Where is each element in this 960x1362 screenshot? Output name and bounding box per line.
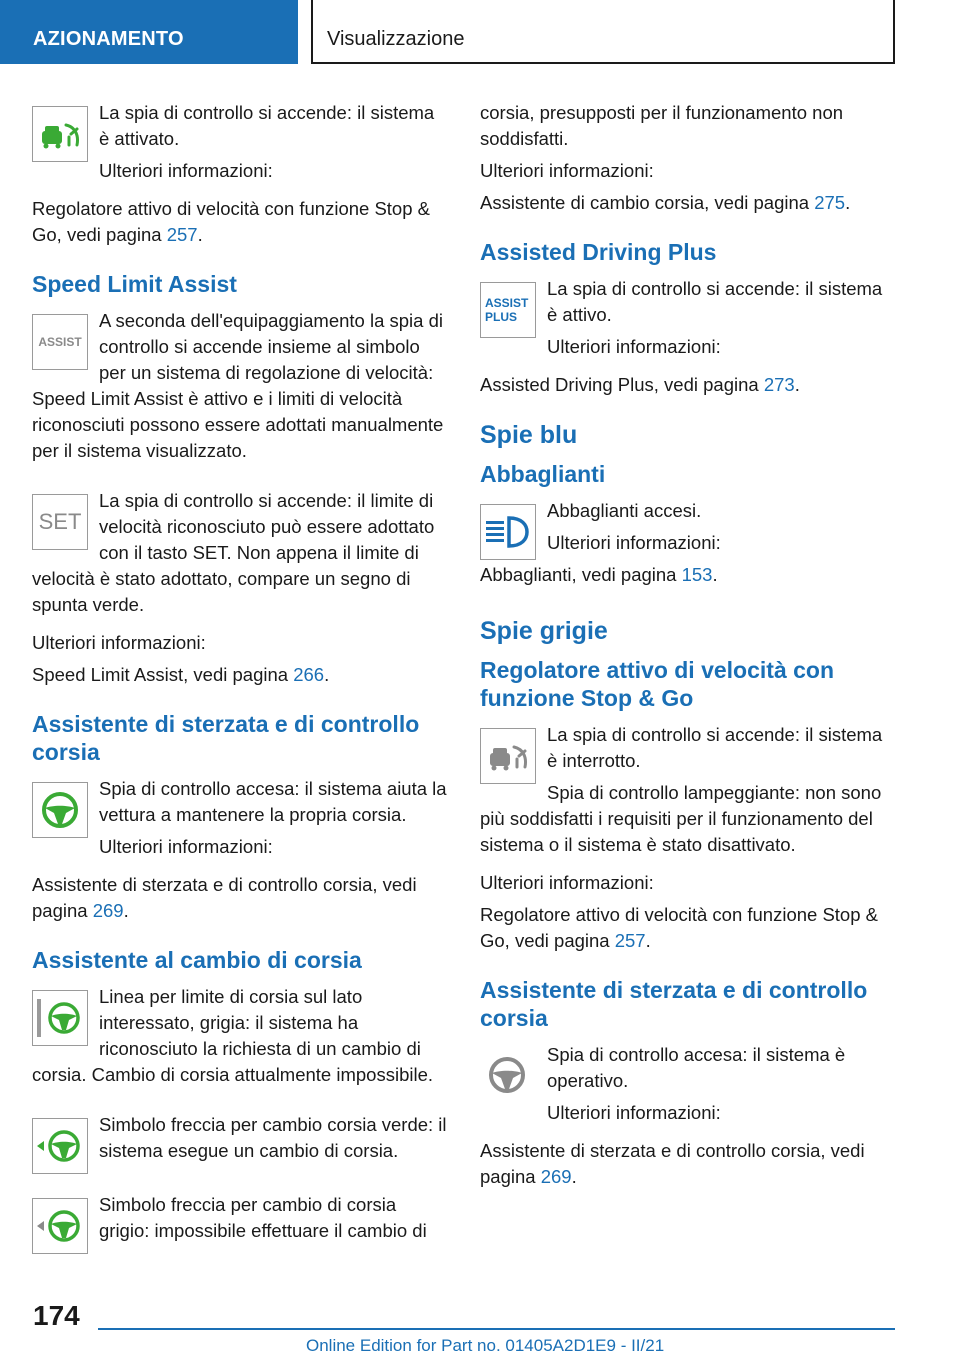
steering-wheel-green-icon xyxy=(32,782,88,838)
lane-entry-3 xyxy=(32,1192,447,1254)
set-reference: Speed Limit Assist, vedi pagina 266. xyxy=(32,664,330,685)
steer-reference-left: Assistente di sterzata e di controllo corsia, vedi pagina 269. xyxy=(32,874,417,921)
assist-plus-icon xyxy=(480,282,536,338)
lane-heading: Assistente al cambio di corsia xyxy=(32,947,362,973)
high-beam-more: Ulteriori informazioni: xyxy=(547,532,721,553)
blue-lights-heading: Spie blu xyxy=(480,421,578,449)
steer-entry-right xyxy=(480,1042,895,1132)
lane-entry-1 xyxy=(32,984,447,1094)
adp-ref-text: Assisted Driving Plus, vedi pagina xyxy=(480,374,764,395)
lane-arrow-green-icon xyxy=(32,1118,88,1174)
adp-reference: Assisted Driving Plus, vedi pagina 273. xyxy=(480,374,800,395)
sla-entry xyxy=(32,308,447,470)
steer-page-link-right[interactable]: 269 xyxy=(540,1166,572,1187)
steering-wheel-grey-icon xyxy=(480,1048,536,1104)
acc-reference: Regolatore attivo di velocità con funzione Stop & Go, vedi pagina 257. xyxy=(32,198,430,245)
left-column xyxy=(32,100,447,1260)
acc-grey-more: Ulteriori informazioni: xyxy=(480,872,654,893)
lane-cont-more: Ulteriori informazioni: xyxy=(480,160,654,181)
lane-cont-text: corsia, presupposti per il funzionamento non soddisfatti. xyxy=(480,102,844,149)
acc-grey-text-2: Spia di controllo lampeggiante: non sono più soddisfatti i requisiti per il funzionamento del sistema o il sistema è stato disattivato. xyxy=(480,782,882,855)
steer-heading-left: Assistente di sterzata e di controllo corsia xyxy=(32,711,420,765)
sla-text: A seconda dell'equipaggiamento la spia di controllo si accende insieme al simbolo per un sistema di regolazione di velocità: Speed Limit Assist è attivo e i limiti di velocità riconosciuti possono essere adottati manualmente per il sistema visualizzato. xyxy=(32,310,444,461)
acc-green-icon xyxy=(32,106,88,162)
high-beam-heading: Abbaglianti xyxy=(480,461,606,487)
steer-heading-right: Assistente di sterzata e di controllo corsia xyxy=(480,977,868,1031)
lane-cont-page-link[interactable]: 275 xyxy=(814,192,846,213)
acc-grey-text: La spia di controllo si accende: il sistema è interrotto. xyxy=(547,724,883,771)
steer-ref-text-left: Assistente di sterzata e di controllo corsia, vedi pagina xyxy=(32,874,417,921)
lane-entry-2 xyxy=(32,1112,447,1174)
steer-ref-text-right: Assistente di sterzata e di controllo corsia, vedi pagina xyxy=(480,1140,865,1187)
lane-text-3: Simbolo freccia per cambio di corsia grigio: impossibile effettuare il cambio di xyxy=(99,1194,427,1241)
assist-plus-icon-label xyxy=(481,283,535,337)
high-beam-text: Abbaglianti accesi. xyxy=(547,500,702,521)
set-page-link[interactable]: 266 xyxy=(293,664,325,685)
high-beam-page-link[interactable]: 153 xyxy=(681,564,713,585)
assist-icon-label: ASSIST xyxy=(38,335,82,349)
set-ref-text: Speed Limit Assist, vedi pagina xyxy=(32,664,294,685)
acc-heading-right: Regolatore attivo di velocità con funzione Stop & Go xyxy=(480,657,835,711)
chapter-box xyxy=(311,0,895,64)
assist-icon xyxy=(32,314,88,370)
acc-more-label: Ulteriori informazioni: xyxy=(99,160,273,181)
acc-grey-ref-text: Regolatore attivo di velocità con funzione Stop & Go, vedi pagina xyxy=(480,904,878,951)
high-beam-icon xyxy=(480,504,536,560)
lane-cont-ref-text: Assistente di cambio corsia, vedi pagina xyxy=(480,192,815,213)
acc-grey-page-link[interactable]: 257 xyxy=(614,930,646,951)
set-icon-label: SET xyxy=(38,509,82,534)
section-title: AZIONAMENTO xyxy=(33,28,184,50)
steer-text-left: Spia di controllo accesa: il sistema aiuta la vettura a mantenere la propria corsia. xyxy=(99,778,447,825)
edition-label: Online Edition for Part no. 01405A2D1E9 - II/21 xyxy=(306,1336,665,1355)
lane-cont-reference: Assistente di cambio corsia, vedi pagina 275. xyxy=(480,192,851,213)
high-beam-reference: Abbaglianti, vedi pagina 153. xyxy=(480,564,718,585)
adp-heading: Assisted Driving Plus xyxy=(480,239,717,265)
acc-ref-text: Regolatore attivo di velocità con funzione Stop & Go, vedi pagina xyxy=(32,198,430,245)
set-icon xyxy=(32,494,88,550)
assist-plus-line-2: PLUS xyxy=(485,310,518,324)
set-more-label: Ulteriori informazioni: xyxy=(32,632,206,653)
high-beam-ref-text: Abbaglianti, vedi pagina xyxy=(480,564,682,585)
assist-plus-line-1: ASSIST xyxy=(485,296,529,310)
steer-entry-left xyxy=(32,776,447,866)
acc-page-link[interactable]: 257 xyxy=(166,224,198,245)
page-number: 174 xyxy=(33,1300,80,1331)
set-text: La spia di controllo si accende: il limite di velocità riconosciuto può essere adottato con il tasto SET. Non appena il limite di velocità è stato adottato, compare un segno di spunta verde. xyxy=(32,490,435,615)
adp-entry xyxy=(480,276,895,366)
grey-lights-heading: Spie grigie xyxy=(480,617,608,645)
steer-page-link-left[interactable]: 269 xyxy=(92,900,124,921)
adp-page-link[interactable]: 273 xyxy=(763,374,795,395)
steer-more-right: Ulteriori informazioni: xyxy=(547,1102,721,1123)
lane-text-2: Simbolo freccia per cambio corsia verde: il sistema esegue un cambio di corsia. xyxy=(99,1114,447,1161)
lane-arrow-grey-icon xyxy=(32,1198,88,1254)
adp-more: Ulteriori informazioni: xyxy=(547,336,721,357)
right-column xyxy=(480,100,895,1196)
acc-grey-reference: Regolatore attivo di velocità con funzione Stop & Go, vedi pagina 257. xyxy=(480,904,878,951)
chapter-title: Visualizzazione xyxy=(327,28,465,50)
set-entry xyxy=(32,488,447,624)
steer-more-left: Ulteriori informazioni: xyxy=(99,836,273,857)
steer-reference-right: Assistente di sterzata e di controllo corsia, vedi pagina 269. xyxy=(480,1140,865,1187)
acc-active-entry xyxy=(32,100,447,190)
acc-active-text: La spia di controllo si accende: il sistema è attivato. xyxy=(99,102,435,149)
acc-grey-entry xyxy=(480,722,895,864)
page-header xyxy=(0,0,960,66)
acc-grey-icon xyxy=(480,728,536,784)
section-tab xyxy=(0,0,298,64)
adp-text: La spia di controllo si accende: il sistema è attivo. xyxy=(547,278,883,325)
high-beam-entry xyxy=(480,498,895,594)
steer-text-right: Spia di controllo accesa: il sistema è operativo. xyxy=(547,1044,846,1091)
footer-rule xyxy=(98,1328,895,1330)
lane-text-1: Linea per limite di corsia sul lato interessato, grigia: il sistema ha riconosciuto la richiesta di un cambio di corsia. Cambio di corsia attualmente impossibile. xyxy=(32,986,434,1085)
lane-limit-icon xyxy=(32,990,88,1046)
sla-heading: Speed Limit Assist xyxy=(32,271,237,297)
